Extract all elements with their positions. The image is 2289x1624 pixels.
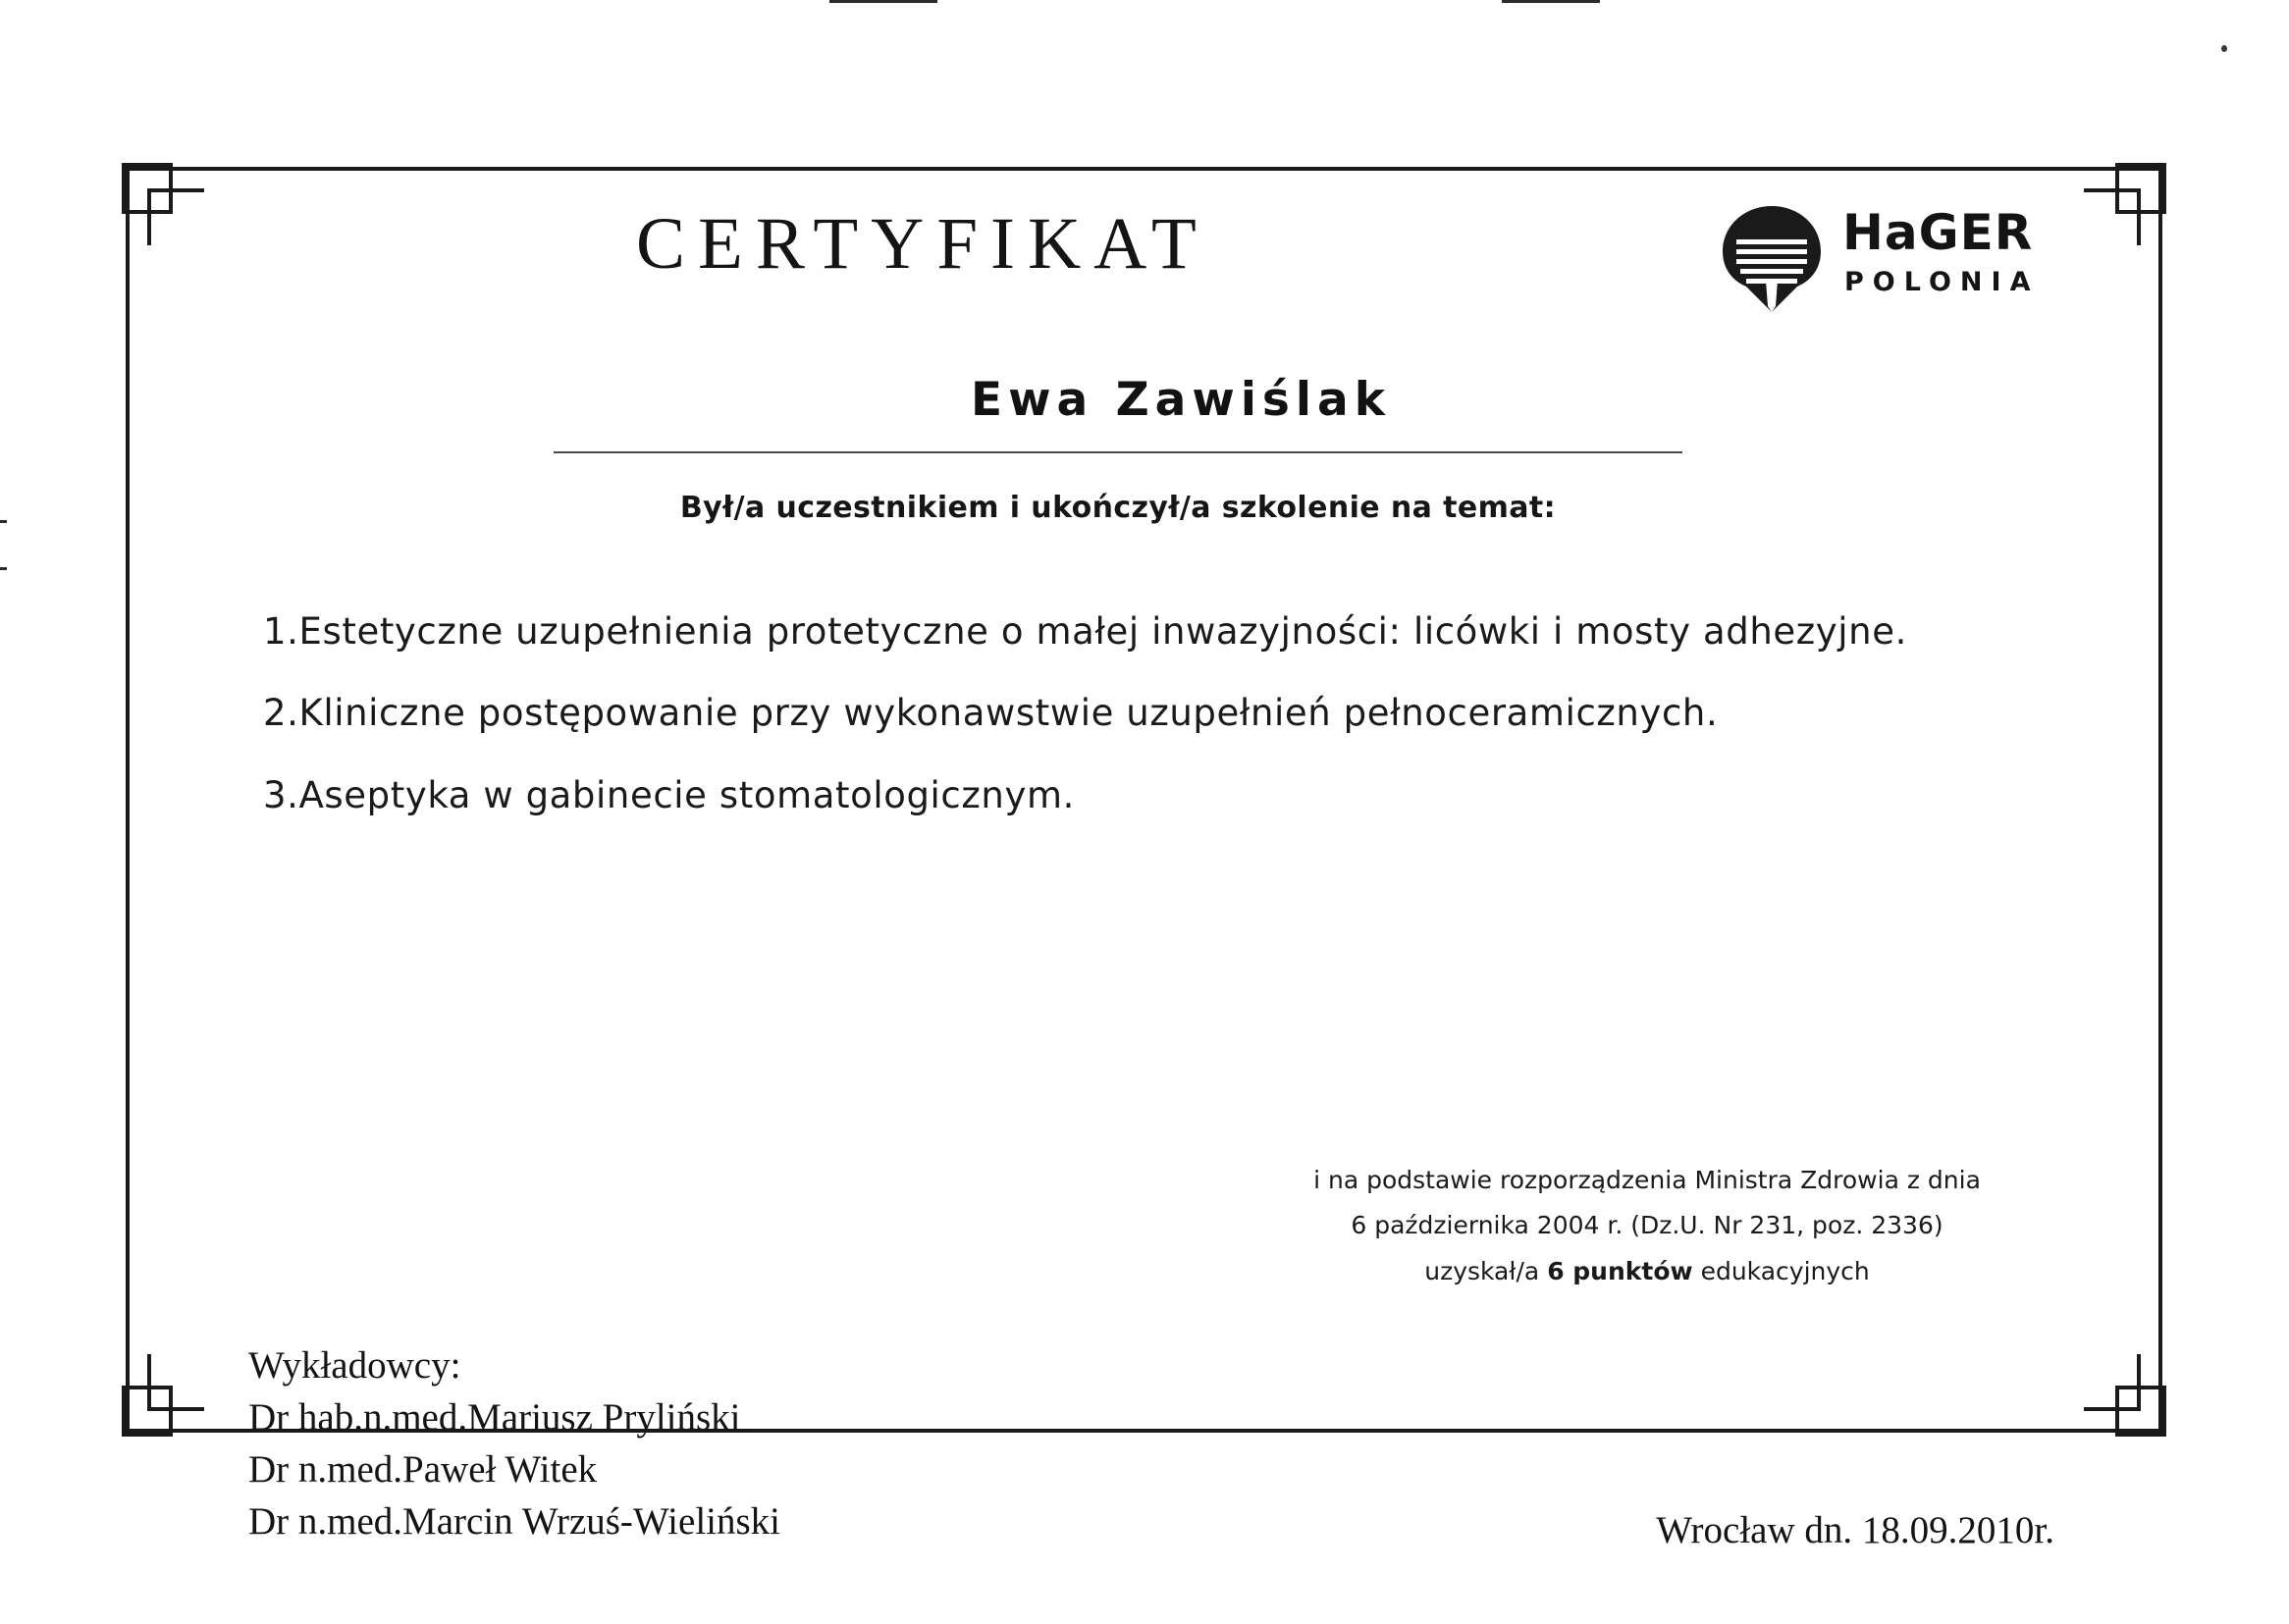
- recipient-underline: [554, 451, 1682, 453]
- legal-line-1: i na podstawie rozporządzenia Ministra Zdrowia z dnia: [1313, 1166, 1981, 1194]
- legal-line-2: 6 października 2004 r. (Dz.U. Nr 231, poz. 2336): [1351, 1211, 1943, 1240]
- lecturer-name: Dr n.med.Paweł Witek: [248, 1448, 598, 1492]
- list-item: 3.Aseptyka w gabinecie stomatologicznym.: [263, 773, 1075, 816]
- hager-polonia-logo: [1719, 198, 2057, 321]
- legal-line-3: [1225, 1249, 2069, 1294]
- lecturers-heading: Wykładowcy:: [248, 1344, 461, 1387]
- list-item: 1.Estetyczne uzupełnienia protetyczne o małej inwazyjności: licówki i mosty adhezyjne.: [263, 610, 1907, 653]
- certificate-subtitle: Był/a uczestnikiem i ukończył/a szkolenie na temat:: [679, 491, 1557, 525]
- scan-edge-mark-top-2: [1502, 0, 1600, 3]
- certificate-title: CERTYFIKAT: [636, 203, 1209, 285]
- hager-tooth-logo-icon: [1719, 204, 1825, 314]
- place-and-date: Wrocław dn. 18.09.2010r.: [1656, 1509, 2054, 1551]
- lecturer-name: Dr n.med.Marcin Wrzuś-Wieliński: [248, 1500, 781, 1544]
- scan-edge-mark-left-2: [0, 567, 7, 570]
- legal-points-prefix: uzyskał/a: [1424, 1256, 1548, 1285]
- legal-note: [1225, 1158, 2069, 1294]
- list-item: 2.Kliniczne postępowanie przy wykonawstwie uzupełnień pełnoceramicznych.: [263, 692, 1719, 735]
- legal-points-value: 6 punktów: [1547, 1256, 1693, 1285]
- certificate-document: [126, 167, 2162, 1551]
- logo-subtext: POLONIA: [1844, 267, 2040, 297]
- lecturer-name: Dr hab.n.med.Mariusz Pryliński: [248, 1396, 741, 1440]
- scan-edge-mark-left: [0, 520, 7, 523]
- lecturers-block: [248, 1339, 780, 1547]
- training-topic-list: [263, 608, 2049, 854]
- scan-edge-mark-top: [829, 0, 937, 3]
- logo-wordmark: HaGER: [1842, 204, 2034, 261]
- scan-speck: [2221, 45, 2227, 52]
- legal-points-suffix: edukacyjnych: [1692, 1256, 1870, 1285]
- recipient-name: Ewa Zawiślak: [971, 373, 1391, 427]
